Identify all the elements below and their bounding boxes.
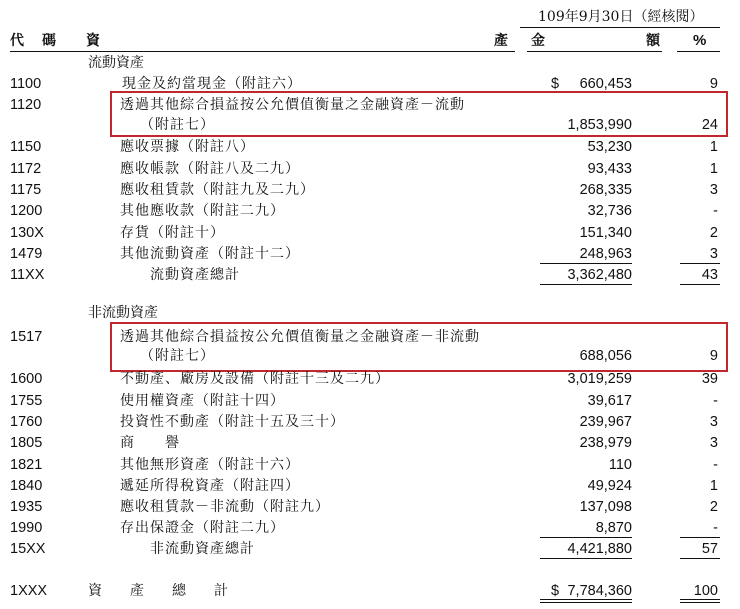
row-percent: 100 [693, 583, 718, 599]
row-item: 使用權資產（附註十四） [120, 393, 285, 409]
header-rule-percent [677, 51, 720, 52]
amount-column-header-left: 金 [531, 33, 545, 49]
row-percent: 57 [701, 541, 718, 557]
row-amount: 3,019,259 [567, 371, 632, 387]
row-percent: 1 [709, 139, 718, 155]
row-item: 應收帳款（附註八及二九） [120, 161, 300, 177]
row-amount: 238,979 [579, 435, 632, 451]
asset-column-header-right: 產 [494, 33, 508, 49]
amount-column-header-right: 額 [646, 33, 660, 49]
row-amount: 53,230 [587, 139, 632, 155]
row-percent: 3 [709, 246, 718, 262]
row-item: 其他流動資產（附註十二） [120, 246, 300, 262]
row-item-note: （附註七） [140, 348, 215, 364]
row-percent: 2 [709, 225, 718, 241]
row-percent: 1 [709, 161, 718, 177]
row-amount: 49,924 [587, 478, 632, 494]
row-item: 應收租賃款－非流動（附註九） [120, 499, 330, 515]
row-item: 流動資產總計 [150, 267, 240, 283]
row-item: 透過其他綜合損益按公允價值衡量之金融資產－流動 [120, 97, 465, 113]
row-code: 1760 [10, 414, 43, 430]
row-amount: 137,098 [579, 499, 632, 515]
row-code: 11XX [10, 267, 45, 283]
section-noncurrent-assets: 非流動資產 [88, 305, 158, 321]
percent-column-header: % [693, 32, 707, 49]
row-amount: 239,967 [579, 414, 632, 430]
row-percent: - [713, 203, 718, 219]
row-item: 應收票據（附註八） [120, 139, 255, 155]
row-amount: 8,870 [595, 520, 632, 536]
header-rule-left [10, 51, 515, 52]
row-amount: 4,421,880 [567, 541, 632, 557]
date-rule [520, 27, 720, 28]
row-code: 1172 [10, 161, 42, 177]
row-amount: 1,853,990 [567, 117, 632, 133]
row-percent: - [713, 520, 718, 536]
row-code: 1517 [10, 329, 43, 345]
row-amount: 110 [608, 457, 632, 473]
percent-underline [680, 284, 720, 285]
row-item-note: （附註七） [140, 117, 215, 133]
row-code: 1175 [10, 182, 42, 198]
amount-underline [540, 537, 632, 538]
row-item: 遞延所得稅資產（附註四） [120, 478, 300, 494]
row-dollar-sign: $ [551, 583, 560, 599]
row-dollar-sign: $ [551, 76, 560, 92]
row-item: 存出保證金（附註二九） [120, 520, 285, 536]
total-double-underline [680, 599, 720, 603]
row-item: 其他無形資產（附註十六） [120, 457, 300, 473]
amount-underline [540, 263, 632, 264]
row-amount: 3,362,480 [567, 267, 632, 283]
row-percent: 39 [701, 371, 718, 387]
row-code: 130X [10, 225, 44, 241]
row-percent: 9 [709, 76, 718, 92]
row-item: 現金及約當現金（附註六） [122, 76, 302, 92]
asset-column-header-left: 資 [86, 33, 100, 49]
row-percent: 3 [709, 182, 718, 198]
row-item: 投資性不動產（附註十五及三十） [120, 414, 345, 430]
code-column-header: 代 碼 [10, 33, 58, 49]
row-percent: 24 [701, 117, 718, 133]
row-code: 1479 [10, 246, 43, 262]
section-current-assets: 流動資產 [88, 55, 144, 71]
row-percent: - [713, 393, 718, 409]
row-percent: 9 [709, 348, 718, 364]
row-code: 1XXX [10, 583, 48, 599]
percent-underline [680, 537, 720, 538]
report-date: 109年9月30日（經核閱） [538, 9, 704, 25]
row-code: 1150 [10, 139, 42, 155]
percent-underline [680, 263, 720, 264]
row-code: 15XX [10, 541, 46, 557]
row-code: 1840 [10, 478, 43, 494]
row-item: 資 產 總 計 [88, 583, 228, 599]
row-amount: 151,340 [579, 225, 632, 241]
row-amount: 268,335 [579, 182, 632, 198]
total-double-underline [540, 599, 632, 603]
row-amount: 32,736 [587, 203, 632, 219]
row-item: 其他應收款（附註二九） [120, 203, 285, 219]
row-item: 非流動資產總計 [150, 541, 255, 557]
row-amount: 7,784,360 [567, 583, 632, 599]
row-code: 1805 [10, 435, 43, 451]
row-amount: 248,963 [579, 246, 632, 262]
amount-underline [540, 558, 632, 559]
row-item: 商 譽 [120, 435, 180, 451]
row-percent: 43 [701, 267, 718, 283]
row-code: 1100 [10, 76, 42, 92]
percent-underline [680, 558, 720, 559]
row-code: 1935 [10, 499, 43, 515]
row-amount: 39,617 [587, 393, 632, 409]
row-percent: - [713, 457, 718, 473]
header-rule-amount [527, 51, 662, 52]
row-code: 1600 [10, 371, 43, 387]
row-amount: 660,453 [579, 76, 632, 92]
row-item: 應收租賃款（附註九及二九） [120, 182, 315, 198]
row-code: 1200 [10, 203, 43, 219]
amount-underline [540, 284, 632, 285]
row-code: 1990 [10, 520, 43, 536]
row-code: 1821 [10, 457, 43, 473]
row-item: 透過其他綜合損益按公允價值衡量之金融資產－非流動 [120, 329, 480, 345]
row-percent: 3 [709, 435, 718, 451]
row-amount: 688,056 [579, 348, 632, 364]
row-percent: 2 [709, 499, 718, 515]
row-amount: 93,433 [587, 161, 632, 177]
row-item: 存貨（附註十） [120, 225, 225, 241]
row-code: 1120 [10, 97, 42, 113]
row-percent: 1 [709, 478, 718, 494]
row-percent: 3 [709, 414, 718, 430]
row-item: 不動產、廠房及設備（附註十三及二九） [120, 371, 390, 387]
row-code: 1755 [10, 393, 43, 409]
